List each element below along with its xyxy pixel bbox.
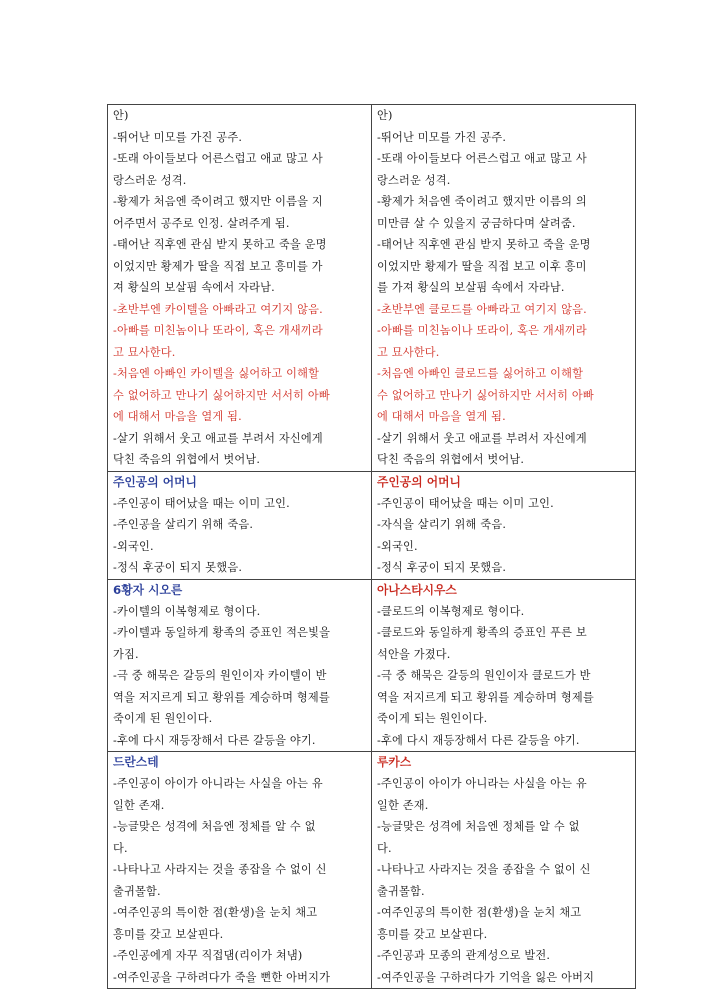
- text-line: 미만큼 살 수 있을지 궁금하다며 살려줌.: [377, 216, 576, 230]
- text-line: -주인공이 아이가 아니라는 사실을 아는 유: [377, 777, 587, 790]
- text-line: -주인공이 태어났을 때는 이미 고인.: [113, 496, 290, 510]
- text-line: 가짐.: [113, 647, 139, 661]
- text-line: -극 중 해묵은 갈등의 원인이자 클로드가 반: [377, 669, 591, 682]
- text-line: 이었지만 황제가 딸을 직접 보고 흥미를 가: [113, 259, 323, 273]
- character-heading: 루카스: [377, 755, 412, 769]
- character-heading: 드란스테: [113, 755, 159, 769]
- character-heading: 아나스타시우스: [377, 582, 457, 597]
- right-column-cell: [372, 471, 636, 579]
- emphasis-text-line: -초반부엔 클로드를 아빠라고 여기지 않음.: [377, 302, 587, 316]
- comparison-table: [107, 104, 636, 989]
- text-line: -황제가 처음엔 죽이려고 했지만 이름의 의: [377, 195, 587, 208]
- text-line: -살기 위해서 웃고 애교를 부려서 자신에게: [377, 431, 587, 445]
- emphasis-text-line: 고 묘사한다.: [113, 345, 176, 359]
- text-line: -주인공이 아이가 아니라는 사실을 아는 유: [113, 777, 323, 790]
- right-column-cell: [372, 579, 636, 752]
- text-line: 역을 저지르게 되고 황위를 계승하며 형제를: [113, 690, 330, 704]
- text-line: -살기 위해서 웃고 애교를 부려서 자신에게: [113, 431, 323, 445]
- text-line: -태어난 직후엔 관심 받지 못하고 죽을 운명: [377, 238, 591, 251]
- text-line: -후에 다시 재등장해서 다른 갈등을 야기.: [377, 733, 580, 747]
- text-line: -주인공을 살리기 위해 죽음.: [113, 518, 254, 531]
- emphasis-text-line: -아빠를 미친놈이나 또라이, 혹은 개새끼라: [113, 324, 323, 337]
- text-line: -정식 후궁이 되지 못했음.: [377, 561, 507, 574]
- table-row: [108, 579, 636, 752]
- text-line: -외국인.: [377, 539, 418, 553]
- text-line: 일한 존재.: [377, 798, 429, 812]
- emphasis-text-line: 수 없어하고 만나기 싫어하지만 서서히 아빠: [377, 388, 594, 402]
- text-line: -후에 다시 재등장해서 다른 갈등을 야기.: [113, 733, 316, 747]
- character-heading: 6황자 시오른: [113, 582, 183, 597]
- emphasis-text-line: 수 없어하고 만나기 싫어하지만 서서히 아빠: [113, 388, 330, 402]
- text-line: 닥친 죽음의 위협에서 벗어남.: [113, 453, 261, 466]
- text-line: -카이텔의 이복형제로 형이다.: [113, 604, 261, 618]
- text-line: 일한 존재.: [113, 798, 165, 812]
- text-line: -카이텔과 동일하게 황족의 증표인 적은빛을: [113, 626, 331, 639]
- text-line: -외국인.: [113, 539, 154, 553]
- left-column-cell: [108, 579, 372, 752]
- text-line: -주인공에게 자꾸 직접댐(리이가 쳐냄): [113, 949, 303, 962]
- emphasis-text-line: -아빠를 미친놈이나 또라이, 혹은 개새끼라: [377, 324, 587, 337]
- text-line: 랑스러운 성격.: [377, 173, 451, 187]
- table-row: [108, 105, 636, 472]
- table-row: [108, 471, 636, 579]
- text-line: 출귀몰함.: [377, 884, 425, 898]
- text-line: 흥미를 갖고 보살핀다.: [377, 927, 488, 941]
- right-column-cell: [372, 752, 636, 989]
- text-line: 랑스러운 성격.: [113, 173, 187, 187]
- emphasis-text-line: -처음엔 아빠인 카이텔을 싫어하고 이해할: [113, 367, 320, 380]
- emphasis-text-line: 에 대해서 마음을 열게 됨.: [113, 410, 242, 423]
- text-line: -여주인공을 구하려다가 죽을 뻔한 아버지가: [113, 970, 331, 984]
- emphasis-text-line: -처음엔 아빠인 클로드를 싫어하고 이해할: [377, 367, 584, 380]
- text-line: 다.: [377, 841, 392, 855]
- text-line: -나타나고 사라지는 것을 종잡을 수 없이 신: [377, 863, 591, 876]
- text-line: 닥친 죽음의 위협에서 벗어남.: [377, 453, 525, 466]
- text-line: 안): [113, 109, 129, 122]
- text-line: -또래 아이들보다 어른스럽고 애교 많고 사: [377, 152, 587, 165]
- text-line: -주인공과 모종의 관계성으로 발전.: [377, 949, 551, 962]
- text-line: 석안을 가졌다.: [377, 647, 451, 661]
- text-line: -주인공이 태어났을 때는 이미 고인.: [377, 496, 554, 510]
- table-row: [108, 752, 636, 989]
- right-column-cell: [372, 105, 636, 472]
- text-line: -극 중 해묵은 갈등의 원인이자 카이텔이 반: [113, 669, 327, 682]
- text-line: 안): [377, 109, 393, 122]
- text-line: 어주면서 공주로 인정. 살려주게 됨.: [113, 216, 290, 230]
- text-line: -나타나고 사라지는 것을 종잡을 수 없이 신: [113, 863, 327, 876]
- text-line: 져 황실의 보살핌 속에서 자라남.: [113, 281, 275, 294]
- text-line: -또래 아이들보다 어른스럽고 애교 많고 사: [113, 152, 323, 165]
- text-line: 흥미를 갖고 보살핀다.: [113, 927, 224, 941]
- text-line: 이었지만 황제가 딸을 직접 보고 이후 흥미: [377, 259, 587, 273]
- character-heading: 주인공의 어머니: [113, 474, 197, 489]
- text-line: 역을 저지르게 되고 황위를 계승하며 형제를: [377, 690, 594, 704]
- table-body: [108, 105, 636, 989]
- left-column-cell: [108, 105, 372, 472]
- text-line: 다.: [113, 841, 128, 855]
- text-line: -여주인공을 구하려다가 기억을 잃은 아버지: [377, 970, 595, 984]
- text-line: -태어난 직후엔 관심 받지 못하고 죽을 운명: [113, 238, 327, 251]
- text-line: 죽이게 되는 원인이다.: [377, 712, 488, 725]
- text-line: -뛰어난 미모를 가진 공주.: [113, 130, 243, 144]
- emphasis-text-line: -초반부엔 카이텔을 아빠라고 여기지 않음.: [113, 302, 323, 316]
- left-column-cell: [108, 471, 372, 579]
- character-heading: 주인공의 어머니: [377, 474, 461, 489]
- text-line: 를 가져 황실의 보살핌 속에서 자라남.: [377, 281, 565, 294]
- emphasis-text-line: 에 대해서 마음을 열게 됨.: [377, 410, 506, 423]
- text-line: -클로드의 이복형제로 형이다.: [377, 604, 525, 618]
- text-line: -여주인공의 특이한 점(환생)을 눈치 채고: [377, 906, 582, 919]
- text-line: 출귀몰함.: [113, 884, 161, 898]
- text-line: -능글맞은 성격에 처음엔 정체를 알 수 없: [377, 820, 580, 833]
- text-line: -자식을 살리기 위해 죽음.: [377, 518, 507, 531]
- text-line: -정식 후궁이 되지 못했음.: [113, 561, 243, 574]
- text-line: -뛰어난 미모를 가진 공주.: [377, 130, 507, 144]
- text-line: -황제가 처음엔 죽이려고 했지만 이름을 지: [113, 195, 323, 208]
- left-column-cell: [108, 752, 372, 989]
- text-line: 죽이게 된 원인이다.: [113, 712, 213, 725]
- text-line: -여주인공의 특이한 점(환생)을 눈치 채고: [113, 906, 318, 919]
- emphasis-text-line: 고 묘사한다.: [377, 345, 440, 359]
- text-line: -클로드와 동일하게 황족의 증표인 푸른 보: [377, 626, 587, 639]
- text-line: -능글맞은 성격에 처음엔 정체를 알 수 없: [113, 820, 316, 833]
